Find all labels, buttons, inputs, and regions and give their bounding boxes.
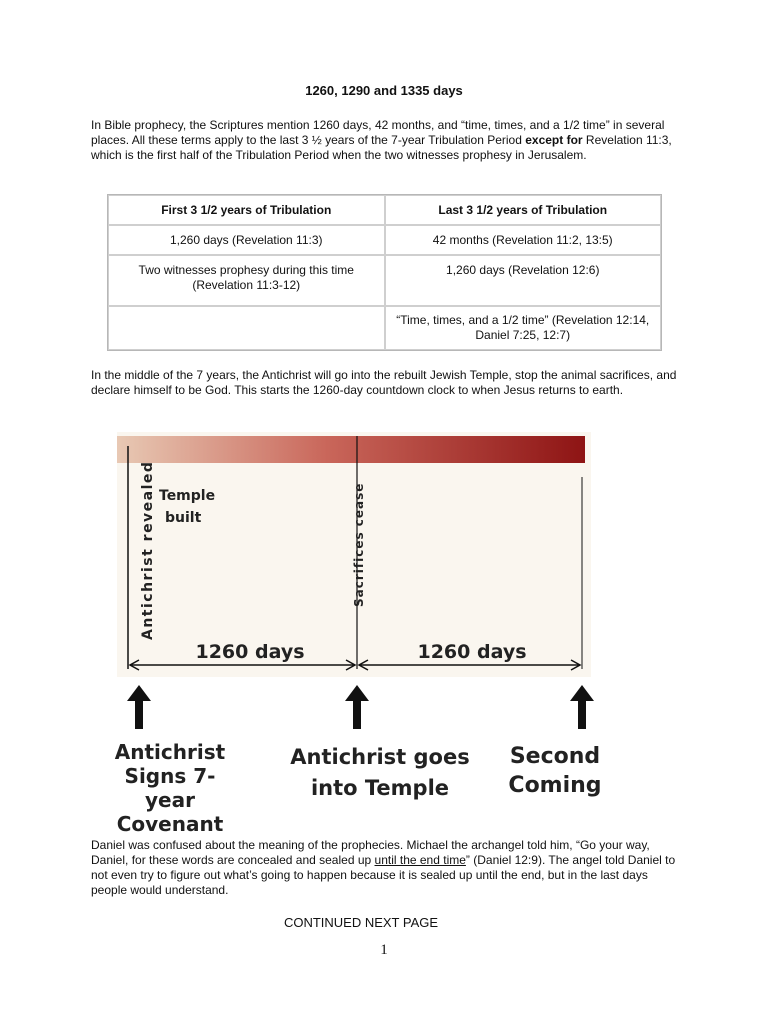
span-right-label: 1260 days bbox=[417, 641, 527, 663]
daniel-text-1: Daniel was confused about the meaning of the prophecies. Michael the archangel told him, “Go your way, Daniel, for these words are concealed and sealed up bbox=[91, 838, 650, 867]
label-antichrist-covenant bbox=[100, 740, 240, 836]
table-cell: 1,260 days (Revelation 11:3) bbox=[108, 225, 385, 255]
table-header-first: First 3 1/2 years of Tribulation bbox=[108, 195, 385, 225]
temple-label-line2: built bbox=[165, 510, 202, 526]
page-title: 1260, 1290 and 1335 days bbox=[305, 83, 463, 98]
table-row bbox=[108, 225, 661, 255]
up-arrow-icon bbox=[344, 685, 370, 729]
up-arrow-icon bbox=[126, 685, 152, 729]
label-line: Antichrist bbox=[114, 740, 226, 764]
temple-label-line1: Temple bbox=[159, 488, 216, 504]
label-line: Second bbox=[509, 744, 601, 769]
intro-paragraph bbox=[91, 118, 681, 163]
label-line: into Temple bbox=[310, 776, 450, 800]
table-cell: 42 months (Revelation 11:2, 13:5) bbox=[385, 225, 662, 255]
span-left-label: 1260 days bbox=[195, 641, 305, 663]
label-second-coming bbox=[495, 742, 615, 800]
table-cell bbox=[108, 306, 385, 350]
antichrist-revealed-label: Antichrist revealed bbox=[140, 460, 156, 640]
intro-text-2: Revelation 11:3, which is the first half of the Tribulation Period when the two witnesses prophesy in Jerusalem. bbox=[91, 133, 672, 162]
table-cell: “Time, times, and a 1/2 time” (Revelation 12:14, Daniel 7:25, 12:7) bbox=[385, 306, 662, 350]
table-cell: 1,260 days (Revelation 12:6) bbox=[385, 255, 662, 306]
label-line: Antichrist goes bbox=[290, 745, 470, 769]
timeline-figure bbox=[117, 432, 591, 677]
tribulation-table bbox=[107, 194, 662, 351]
label-line: Covenant bbox=[116, 812, 224, 836]
daniel-text-2: ” (Daniel 12:9). The angel told Daniel to not even try to figure out what’s going to happen because it is sealed up until the end, but in the last days people would understand. bbox=[91, 853, 676, 897]
sacrifices-cease-label: Sacrifices cease bbox=[352, 482, 366, 607]
middle-paragraph: In the middle of the 7 years, the Antichrist will go into the rebuilt Jewish Temple, stop the animal sacrifices, and declare himself to be God. This starts the 1260-day countdown clock to when Jesus returns to earth. bbox=[91, 368, 677, 397]
table-row bbox=[108, 255, 661, 306]
continued-note: CONTINUED NEXT PAGE bbox=[283, 915, 439, 930]
intro-bold: except for bbox=[525, 133, 583, 147]
daniel-underlined: until the end time bbox=[374, 853, 466, 867]
label-antichrist-temple bbox=[285, 742, 475, 804]
daniel-paragraph bbox=[91, 838, 681, 898]
page-number: 1 bbox=[380, 942, 388, 958]
intro-text-1: In Bible prophecy, the Scriptures mention 1260 days, 42 months, and “time, times, and a 1/2 time” in several places. All these terms apply to the last 3 ½ years of the 7-year Tribulation Period bbox=[91, 118, 665, 147]
table-header-last: Last 3 1/2 years of Tribulation bbox=[385, 195, 662, 225]
label-line: Signs 7-year bbox=[124, 764, 216, 812]
up-arrow-icon bbox=[569, 685, 595, 729]
table-cell: Two witnesses prophesy during this time (Revelation 11:3-12) bbox=[108, 255, 385, 306]
timeline-bar bbox=[117, 436, 585, 463]
table-row bbox=[108, 306, 661, 350]
label-line: Coming bbox=[508, 773, 602, 798]
